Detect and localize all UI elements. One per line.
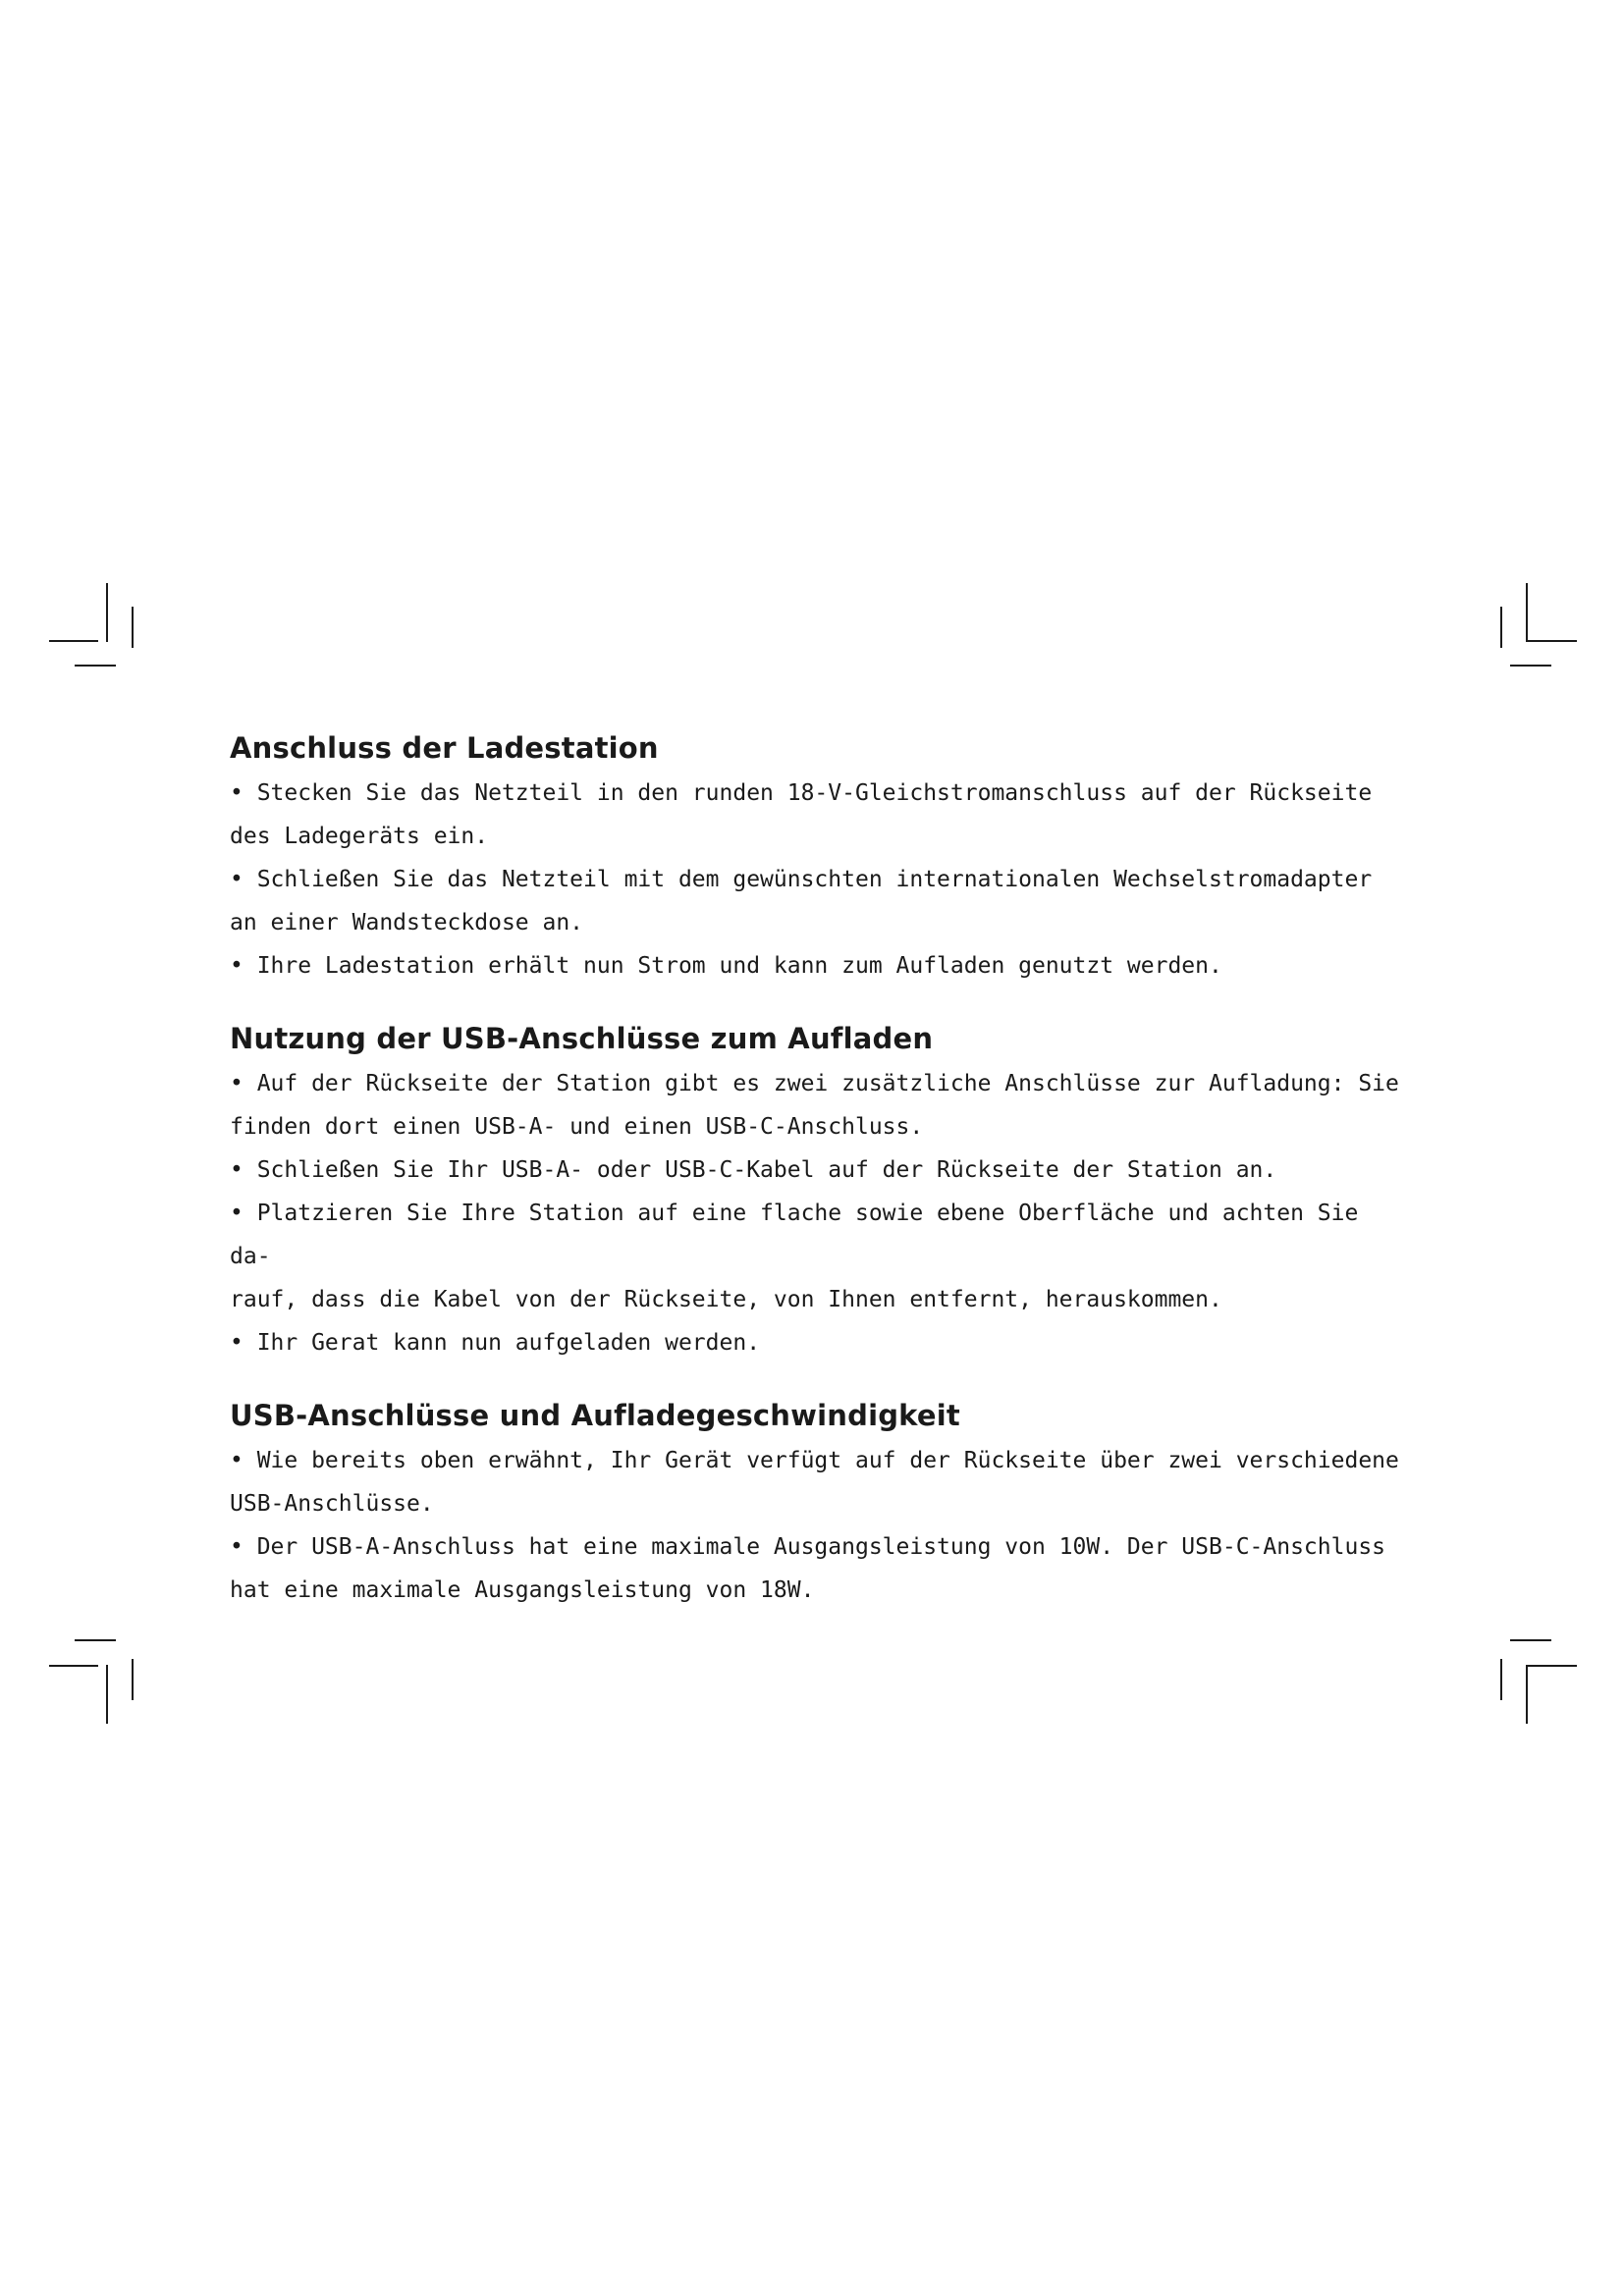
crop-mark-bottom-left-v1 — [106, 1665, 108, 1724]
crop-mark-bottom-left-h1 — [75, 1639, 116, 1641]
section-connection — [230, 726, 1408, 988]
crop-mark-top-left-h2 — [75, 665, 116, 667]
bullet-paragraph: • Platzieren Sie Ihre Station auf eine flache sowie ebene Oberfläche und achten Sie da- rauf, dass die Kabel von der Rückseite, von Ihnen entfernt, herauskommen. — [230, 1201, 1359, 1312]
bullet-paragraph: • Wie bereits oben erwähnt, Ihr Gerät verfügt auf der Rückseite über zwei verschiedene USB-Anschlüsse. — [230, 1448, 1399, 1517]
crop-mark-bottom-left-h2 — [49, 1665, 98, 1667]
section-title: Nutzung der USB-Anschlüsse zum Aufladen — [230, 1022, 934, 1055]
section-title: USB-Anschlüsse und Aufladegeschwindigkeit — [230, 1399, 960, 1432]
crop-mark-top-right-v1 — [1526, 583, 1528, 642]
bullet-paragraph: • Stecken Sie das Netzteil in den runden 18-V-Gleichstromanschluss auf der Rückseite des Ladegeräts ein. — [230, 780, 1373, 849]
bullet-paragraph: • Der USB-A-Anschluss hat eine maximale Ausgangsleistung von 10W. Der USB-C-Anschluss hat eine maximale Ausgangsleistung von 18W. — [230, 1534, 1386, 1603]
crop-mark-top-left-v1 — [106, 583, 108, 642]
crop-mark-bottom-right-h1 — [1510, 1639, 1551, 1641]
crop-mark-top-right-h1 — [1528, 640, 1577, 642]
bullet-paragraph: • Schließen Sie das Netzteil mit dem gewünschten internationalen Wechselstromadapter an einer Wandsteckdose an. — [230, 867, 1373, 935]
crop-mark-top-left-h1 — [49, 640, 98, 642]
bullet-paragraph: • Ihre Ladestation erhält nun Strom und kann zum Aufladen genutzt werden. — [230, 953, 1222, 979]
crop-mark-top-left-v2 — [132, 607, 134, 648]
bullet-paragraph: • Ihr Gerat kann nun aufgeladen werden. — [230, 1330, 761, 1356]
document-content — [230, 726, 1408, 1641]
crop-mark-top-right-v2 — [1500, 607, 1502, 648]
crop-mark-bottom-left-v2 — [132, 1659, 134, 1700]
bullet-paragraph: • Auf der Rückseite der Station gibt es zwei zusätzliche Anschlüsse zur Aufladung: Sie finden dort einen USB-A- und einen USB-C-Anschluss. — [230, 1071, 1399, 1140]
section-title: Anschluss der Ladestation — [230, 731, 659, 765]
crop-mark-bottom-right-v2 — [1500, 1659, 1502, 1700]
section-usb-charging — [230, 1017, 1408, 1364]
crop-mark-bottom-right-v1 — [1526, 1665, 1528, 1724]
crop-mark-bottom-right-h2 — [1528, 1665, 1577, 1667]
bullet-paragraph: • Schließen Sie Ihr USB-A- oder USB-C-Kabel auf der Rückseite der Station an. — [230, 1157, 1277, 1183]
section-usb-speed — [230, 1394, 1408, 1612]
crop-mark-top-right-h2 — [1510, 665, 1551, 667]
